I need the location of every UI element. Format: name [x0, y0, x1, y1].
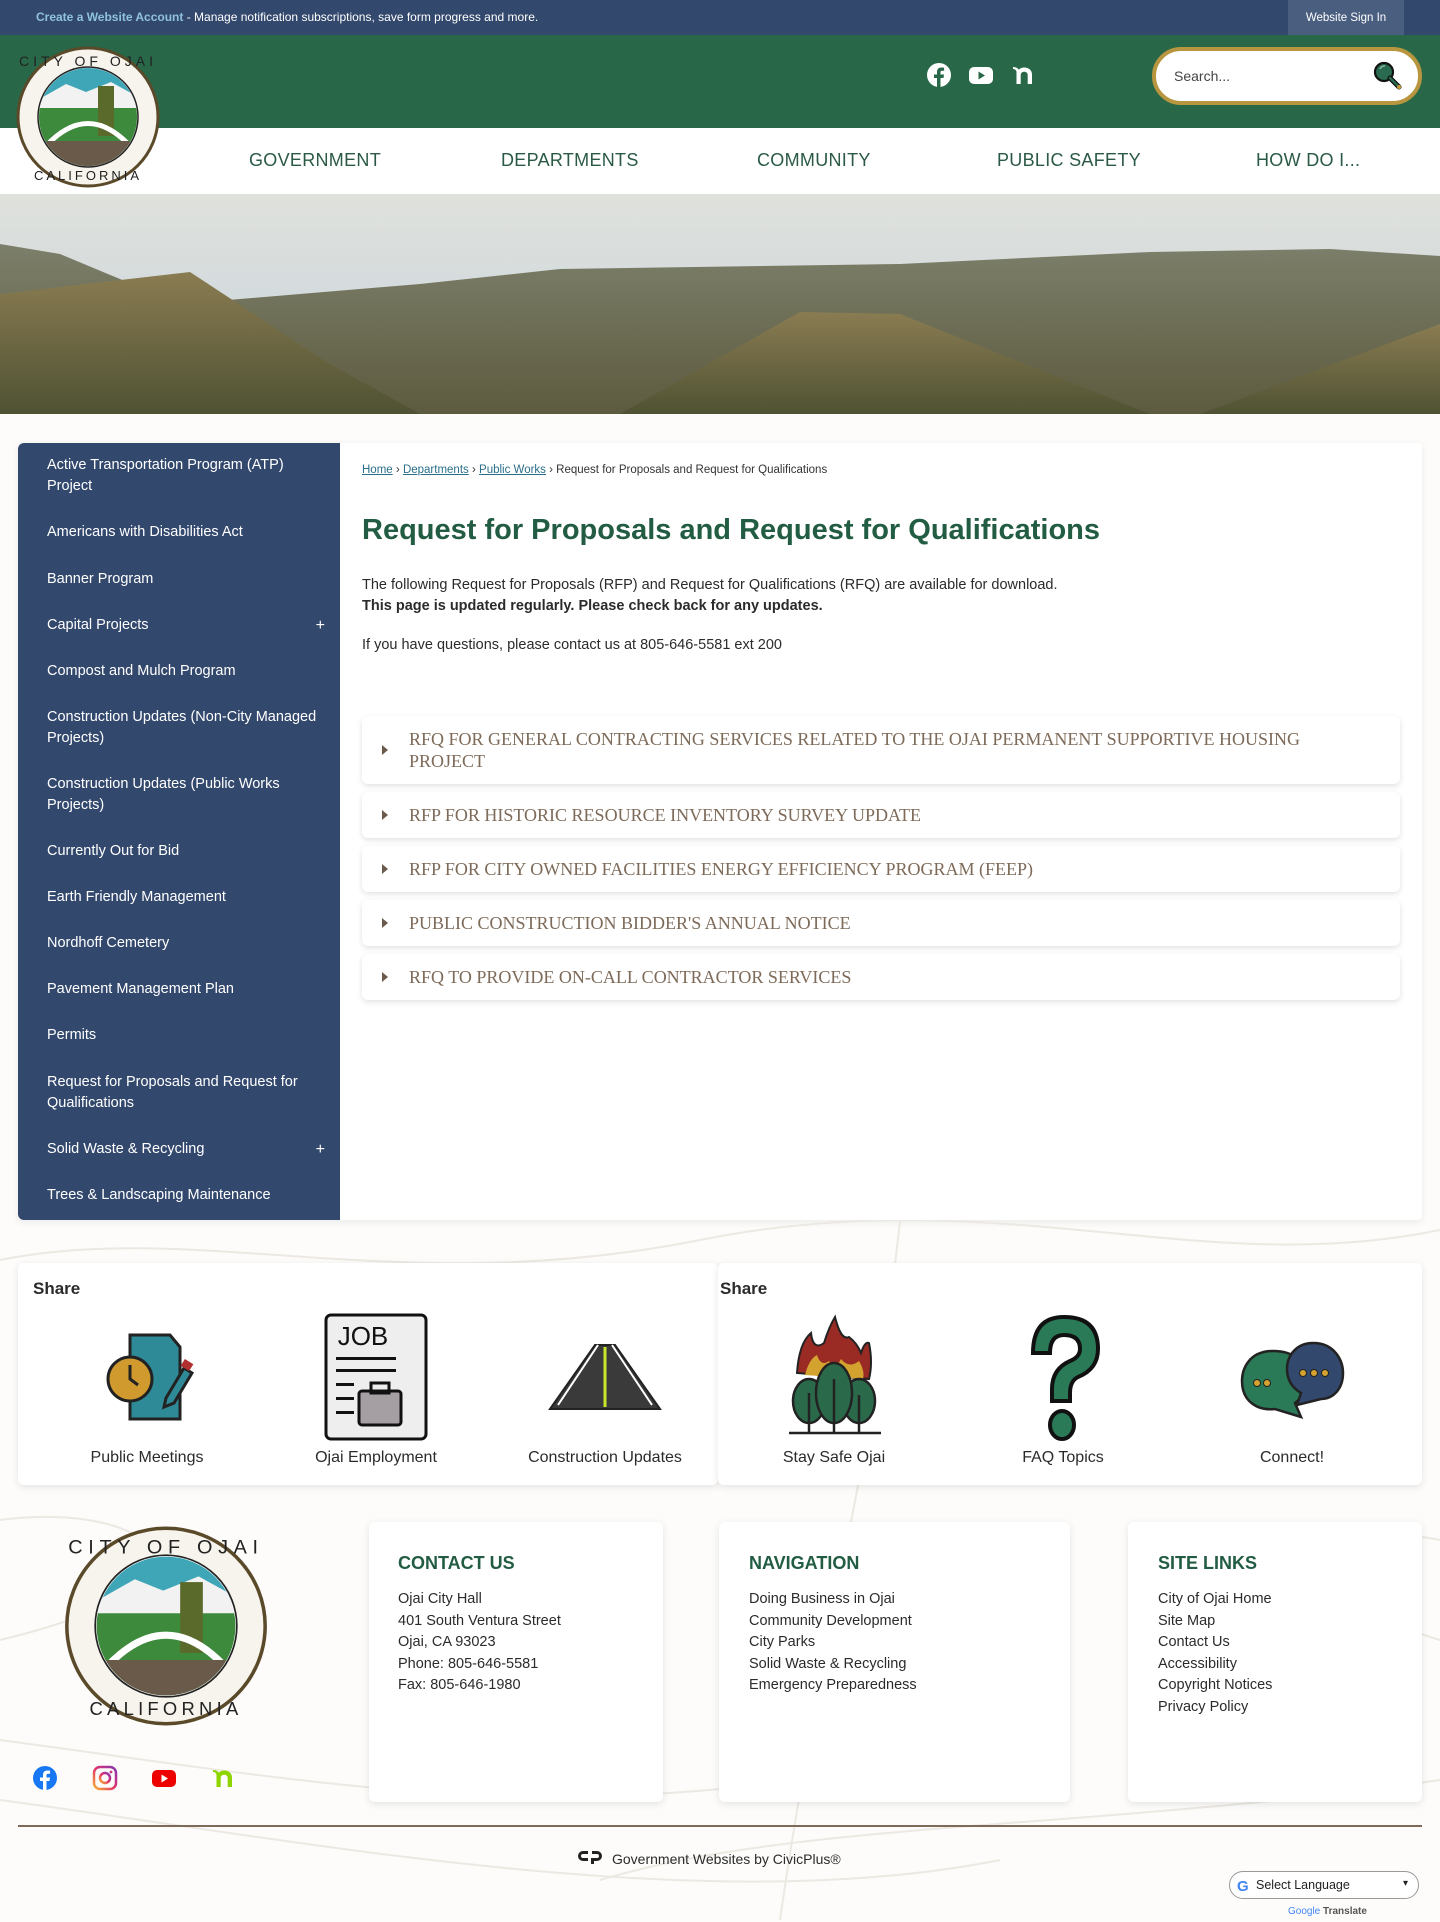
- nav-departments[interactable]: DEPARTMENTS: [501, 150, 639, 170]
- sidebar-item-label: Request for Proposals and Request for Qualifications: [47, 1074, 298, 1111]
- footer-nav-link[interactable]: Community Development: [749, 1612, 912, 1629]
- footer-navigation-heading: NAVIGATION: [749, 1553, 860, 1573]
- calendar-clock-pencil-icon: [82, 1313, 212, 1443]
- footer-nav-link[interactable]: Solid Waste & Recycling: [749, 1655, 907, 1672]
- sidebar-item-capital-projects[interactable]: [47, 615, 325, 636]
- language-select-value: Select Language: [1256, 1878, 1350, 1892]
- facebook-icon[interactable]: [32, 1765, 58, 1791]
- accordion-item[interactable]: [362, 954, 1400, 1000]
- tile-label: Ojai Employment: [315, 1449, 437, 1466]
- footer-site-link[interactable]: Privacy Policy: [1158, 1698, 1249, 1715]
- footer-nav-link[interactable]: Emergency Preparedness: [749, 1677, 917, 1693]
- contact-line: Ojai City Hall: [398, 1591, 482, 1607]
- sidebar-item-label: Pavement Management Plan: [47, 981, 234, 997]
- accordion-title: RFQ TO PROVIDE ON-CALL CONTRACTOR SERVICES: [409, 967, 852, 987]
- tile-connect[interactable]: [1192, 1313, 1392, 1467]
- footer-site-links-list: [1158, 1589, 1272, 1718]
- page-title: Request for Proposals and Request for Qualifications: [362, 514, 1101, 546]
- sidebar-item-label: Construction Updates (Non-City Managed Projects): [47, 709, 317, 746]
- sidebar-item-label: Construction Updates (Public Works Projects): [47, 776, 280, 813]
- google-translate-credit: [1288, 1906, 1367, 1917]
- footer-nav-link[interactable]: City Parks: [749, 1634, 816, 1650]
- accordion-item[interactable]: [362, 792, 1400, 838]
- search-icon[interactable]: [1370, 59, 1404, 93]
- sidebar-item-label: Trees & Landscaping Maintenance: [47, 1187, 271, 1203]
- google-brand: Google: [1288, 1906, 1321, 1917]
- sidebar-item-atp-project[interactable]: [47, 455, 317, 497]
- forest-fire-icon: [769, 1313, 899, 1443]
- sidebar-item-solid-waste[interactable]: [47, 1139, 325, 1160]
- share-heading: Share: [33, 1279, 81, 1298]
- job-newspaper-icon: [311, 1313, 441, 1443]
- expand-icon[interactable]: +: [315, 1141, 325, 1158]
- nextdoor-icon[interactable]: [1010, 62, 1036, 88]
- caret-right-icon: [382, 810, 388, 820]
- accordion-title: PUBLIC CONSTRUCTION BIDDER'S ANNUAL NOTICE: [409, 913, 851, 933]
- language-select[interactable]: [1229, 1871, 1419, 1899]
- footer-site-link[interactable]: Site Map: [1158, 1612, 1216, 1629]
- caret-right-icon: [382, 745, 388, 755]
- expand-icon[interactable]: +: [315, 617, 325, 634]
- sidebar-item-construction-public-works[interactable]: [47, 774, 317, 816]
- contact-line: Fax: 805-646-1980: [398, 1677, 521, 1693]
- instagram-icon[interactable]: [92, 1765, 118, 1791]
- sidebar-item-label: Currently Out for Bid: [47, 843, 180, 859]
- intro-bold-notice: This page is updated regularly. Please check back for any updates.: [362, 598, 823, 614]
- create-account-link[interactable]: Create a Website Account: [36, 10, 184, 24]
- contact-info: If you have questions, please contact us at 805-646-5581 ext 200: [362, 637, 782, 653]
- sidebar-item-label: Banner Program: [47, 571, 154, 587]
- footer-navigation-list: [749, 1589, 917, 1697]
- accordion-title: RFQ FOR GENERAL CONTRACTING SERVICES RELATED TO THE OJAI PERMANENT SUPPORTIVE HOUSING PROJECT: [409, 729, 1301, 771]
- svg-text:CITY OF OJAI: CITY OF OJAI: [68, 1536, 264, 1559]
- sidebar-item-banner-program[interactable]: [47, 569, 317, 590]
- sidebar-item-trees-landscaping[interactable]: [47, 1185, 317, 1206]
- footer-site-link[interactable]: Accessibility: [1158, 1655, 1237, 1672]
- tile-label: FAQ Topics: [1022, 1449, 1104, 1466]
- tile-label: Connect!: [1259, 1449, 1325, 1466]
- sidebar-item-compost-mulch[interactable]: [47, 661, 317, 682]
- accordion-title: RFP FOR HISTORIC RESOURCE INVENTORY SURVEY UPDATE: [409, 805, 921, 825]
- account-message: [36, 10, 538, 24]
- facebook-icon[interactable]: [926, 62, 952, 88]
- accordion-item[interactable]: [362, 846, 1400, 892]
- sidebar-item-label: Permits: [47, 1027, 97, 1043]
- contact-line: Ojai, CA 93023: [398, 1634, 496, 1650]
- footer-city-seal[interactable]: [64, 1525, 268, 1727]
- website-sign-in-button[interactable]: Website Sign In: [1288, 0, 1404, 35]
- caret-right-icon: [382, 972, 388, 982]
- breadcrumb: [362, 464, 827, 476]
- tile-stay-safe-ojai[interactable]: [734, 1313, 934, 1467]
- translate-label: Translate: [1323, 1906, 1367, 1917]
- accordion-item[interactable]: [362, 900, 1400, 946]
- sidebar-item-rfp-rfq[interactable]: [47, 1072, 317, 1114]
- sidebar-item-construction-non-city[interactable]: [47, 707, 317, 749]
- sidebar-item-label: Earth Friendly Management: [47, 889, 226, 905]
- tile-public-meetings[interactable]: [47, 1313, 247, 1467]
- contact-line: Phone: 805-646-5581: [398, 1655, 539, 1672]
- youtube-icon[interactable]: [151, 1765, 177, 1791]
- footer-contact-list: [398, 1589, 561, 1697]
- sidebar-item-label: Compost and Mulch Program: [47, 663, 236, 679]
- youtube-icon[interactable]: [968, 62, 994, 88]
- nav-community[interactable]: COMMUNITY: [757, 150, 871, 170]
- account-message-text: - Manage notification subscriptions, save form progress and more.: [183, 10, 539, 24]
- footer-site-link[interactable]: Copyright Notices: [1158, 1677, 1273, 1693]
- sidebar-item-pavement-plan[interactable]: [47, 979, 317, 1000]
- header-social-links: [926, 62, 1036, 88]
- nav-public-safety[interactable]: PUBLIC SAFETY: [997, 150, 1141, 170]
- hero-banner-image: [0, 194, 1440, 414]
- chevron-down-icon: ▾: [1402, 1878, 1408, 1889]
- footer-contact-heading: CONTACT US: [398, 1553, 515, 1573]
- footer-divider: [18, 1825, 1422, 1827]
- svg-text:CALIFORNIA: CALIFORNIA: [89, 1698, 243, 1720]
- breadcrumb-current: Request for Proposals and Request for Qualifications: [556, 464, 828, 476]
- main-navigation: [0, 128, 1440, 194]
- svg-text:CITY OF OJAI: CITY OF OJAI: [19, 53, 157, 69]
- footer-site-link[interactable]: Contact Us: [1158, 1634, 1230, 1650]
- chat-bubbles-icon: [1227, 1313, 1357, 1443]
- svg-text:CALIFORNIA: CALIFORNIA: [33, 168, 143, 183]
- accordion-item[interactable]: [362, 716, 1400, 784]
- tile-construction-updates[interactable]: [505, 1313, 705, 1467]
- accordion-title: RFP FOR CITY OWNED FACILITIES ENERGY EFFICIENCY PROGRAM (FEEP): [409, 859, 1034, 879]
- intro-text: [362, 575, 1058, 617]
- tile-label: Stay Safe Ojai: [782, 1449, 886, 1466]
- nextdoor-icon[interactable]: [210, 1765, 236, 1791]
- civicplus-text: Government Websites by CivicPlus®: [612, 1850, 841, 1867]
- nav-how-do-i[interactable]: HOW DO I...: [1256, 150, 1361, 170]
- breadcrumb-separator: ›: [471, 464, 476, 476]
- breadcrumb-separator: ›: [395, 464, 400, 476]
- section-sidebar: [18, 443, 340, 1220]
- sidebar-item-permits[interactable]: [47, 1025, 317, 1046]
- tile-label: Public Meetings: [90, 1449, 204, 1466]
- sidebar-item-earth-friendly[interactable]: [47, 887, 317, 908]
- top-utility-bar: [0, 0, 1440, 35]
- tile-faq-topics[interactable]: [963, 1313, 1163, 1467]
- caret-right-icon: [382, 864, 388, 874]
- footer-site-links-heading: SITE LINKS: [1158, 1553, 1258, 1573]
- site-search: [1152, 47, 1422, 105]
- sidebar-item-label: Active Transportation Program (ATP) Project: [47, 457, 284, 494]
- svg-text:JOB: JOB: [337, 1321, 389, 1351]
- road-icon: [540, 1313, 670, 1443]
- tile-ojai-employment[interactable]: [276, 1313, 476, 1467]
- sidebar-item-out-for-bid[interactable]: [47, 841, 317, 862]
- breadcrumb-public-works[interactable]: Public Works: [479, 464, 546, 476]
- sidebar-item-label: Capital Projects: [47, 617, 149, 633]
- tile-label: Construction Updates: [528, 1449, 682, 1466]
- civicplus-credit-link[interactable]: [578, 1849, 841, 1868]
- breadcrumb-departments[interactable]: Departments: [402, 464, 469, 476]
- nav-government[interactable]: GOVERNMENT: [249, 150, 382, 170]
- intro-paragraph: The following Request for Proposals (RFP) and Request for Qualifications (RFQ) are available for download.: [362, 577, 1058, 593]
- share-heading: Share: [720, 1279, 768, 1298]
- city-seal-logo[interactable]: [16, 46, 160, 188]
- breadcrumb-separator: ›: [549, 464, 553, 476]
- sidebar-item-label: Solid Waste & Recycling: [47, 1141, 205, 1157]
- footer-nav-link[interactable]: Doing Business in Ojai: [749, 1591, 895, 1607]
- sidebar-item-label: Nordhoff Cemetery: [47, 935, 170, 951]
- sidebar-item-ada[interactable]: [47, 522, 317, 543]
- question-mark-icon: [998, 1313, 1128, 1443]
- contact-line: 401 South Ventura Street: [398, 1612, 561, 1629]
- civicplus-logo-icon: [578, 1849, 602, 1868]
- sidebar-item-label: Americans with Disabilities Act: [47, 524, 243, 540]
- sidebar-item-nordhoff-cemetery[interactable]: [47, 933, 317, 954]
- search-input[interactable]: [1174, 65, 1364, 87]
- caret-right-icon: [382, 918, 388, 928]
- google-g-icon: G: [1237, 1878, 1249, 1895]
- breadcrumb-home[interactable]: Home: [362, 464, 393, 476]
- footer-site-link[interactable]: City of Ojai Home: [1158, 1591, 1272, 1607]
